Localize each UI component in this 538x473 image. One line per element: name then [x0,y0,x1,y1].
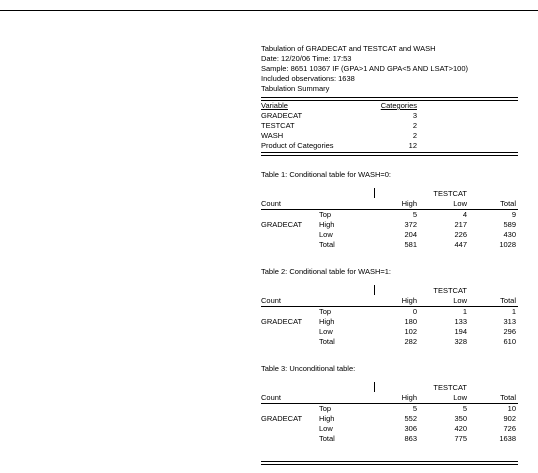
table-colvar-row [261,383,518,393]
cell-low: 420 [454,424,467,433]
table-row [261,210,518,220]
count-label: Count [261,296,282,305]
cell-total: 726 [503,424,516,433]
col-header-low: Low [453,296,467,305]
summary-variable: Product of Categories [261,141,334,150]
cell-low: 133 [454,317,467,326]
cell-total: 296 [503,327,516,336]
table-header-row [261,199,518,209]
summary-header-variable: Variable [261,101,288,110]
cell-total: 313 [503,317,516,326]
cell-high: 306 [404,424,417,433]
row-variable: GRADECAT [261,414,303,423]
cell-total: 610 [503,337,516,346]
column-variable: TESTCAT [433,189,467,198]
cell-high: 204 [404,230,417,239]
cell-low: 1 [462,307,467,316]
summary-variable: TESTCAT [261,121,295,130]
table-header-row [261,296,518,306]
row-label: Total [319,337,335,346]
cell-total: 9 [511,210,516,219]
col-header-total: Total [500,393,516,402]
table-title: Table 1: Conditional table for WASH=0: [261,170,392,179]
output-header [261,44,468,94]
cell-high: 282 [404,337,417,346]
row-label: Top [319,307,332,316]
header-title: Tabulation of GRADECAT and TESTCAT and WASH [261,44,436,53]
cell-low: 226 [454,230,467,239]
row-variable: GRADECAT [261,220,303,229]
summary-row [261,111,518,121]
cell-high: 180 [404,317,417,326]
cell-low: 217 [454,220,467,229]
cell-low: 447 [454,240,467,249]
row-label: Low [319,424,333,433]
output-bottom-rule [261,461,518,465]
row-label: Top [319,210,332,219]
table-colvar-row [261,189,518,199]
col-header-low: Low [453,199,467,208]
col-header-high: High [401,393,417,402]
summary-bottom-rule [261,152,518,156]
conditional-table-1 [261,170,518,252]
header-sample: Sample: 8651 10367 IF (GPA>1 AND GPA<5 AND LSAT>100) [261,64,468,73]
conditional-table-2 [261,267,518,349]
cell-high: 102 [404,327,417,336]
col-header-total: Total [500,199,516,208]
header-section: Tabulation Summary [261,84,330,93]
cell-high: 0 [412,307,417,316]
summary-header-categories: Categories [380,101,417,110]
summary-row [261,141,518,151]
column-variable: TESTCAT [433,383,467,392]
summary-categories: 2 [412,131,417,140]
cell-high: 372 [404,220,417,229]
count-label: Count [261,199,282,208]
cell-total: 902 [503,414,516,423]
row-label: Top [319,404,332,413]
cell-high: 581 [404,240,417,249]
row-label: High [319,414,335,423]
cell-high: 5 [412,210,417,219]
cell-low: 350 [454,414,467,423]
summary-table [261,97,518,156]
summary-row [261,121,518,131]
row-label: High [319,220,335,229]
col-header-high: High [401,199,417,208]
table-row [261,220,518,230]
table-row [261,414,518,424]
col-header-low: Low [453,393,467,402]
summary-row [261,131,518,141]
header-date: Date: 12/20/06 Time: 17:53 [261,54,352,63]
table-title: Table 3: Unconditional table: [261,364,356,373]
table-row [261,424,518,434]
cell-low: 4 [462,210,467,219]
count-label: Count [261,393,282,402]
cell-low: 328 [454,337,467,346]
table-header-row [261,393,518,403]
col-header-high: High [401,296,417,305]
table-title: Table 2: Conditional table for WASH=1: [261,267,392,276]
table-row [261,240,518,250]
summary-categories: 12 [408,141,417,150]
cell-high: 863 [404,434,417,443]
cell-total: 430 [503,230,516,239]
cell-low: 5 [462,404,467,413]
table-row [261,404,518,414]
summary-categories: 3 [412,111,417,120]
window-top-border [0,10,538,11]
row-variable: GRADECAT [261,317,303,326]
summary-variable: WASH [261,131,284,140]
table-row [261,317,518,327]
header-observations: Included observations: 1638 [261,74,355,83]
cell-total: 1028 [499,240,516,249]
cell-total: 10 [507,404,516,413]
row-label: Low [319,230,333,239]
table-row [261,327,518,337]
table-row [261,230,518,240]
cell-total: 1 [511,307,516,316]
row-label: Total [319,434,335,443]
column-variable: TESTCAT [433,286,467,295]
summary-categories: 2 [412,121,417,130]
summary-variable: GRADECAT [261,111,303,120]
col-header-total: Total [500,296,516,305]
cell-low: 775 [454,434,467,443]
cell-total: 589 [503,220,516,229]
row-label: Total [319,240,335,249]
table-row [261,337,518,347]
cell-high: 552 [404,414,417,423]
table-row [261,307,518,317]
row-label: High [319,317,335,326]
summary-header-row [261,101,518,111]
table-colvar-row [261,286,518,296]
table-row [261,434,518,444]
cell-high: 5 [412,404,417,413]
cell-total: 1638 [499,434,516,443]
row-label: Low [319,327,333,336]
cell-low: 194 [454,327,467,336]
unconditional-table [261,364,518,446]
